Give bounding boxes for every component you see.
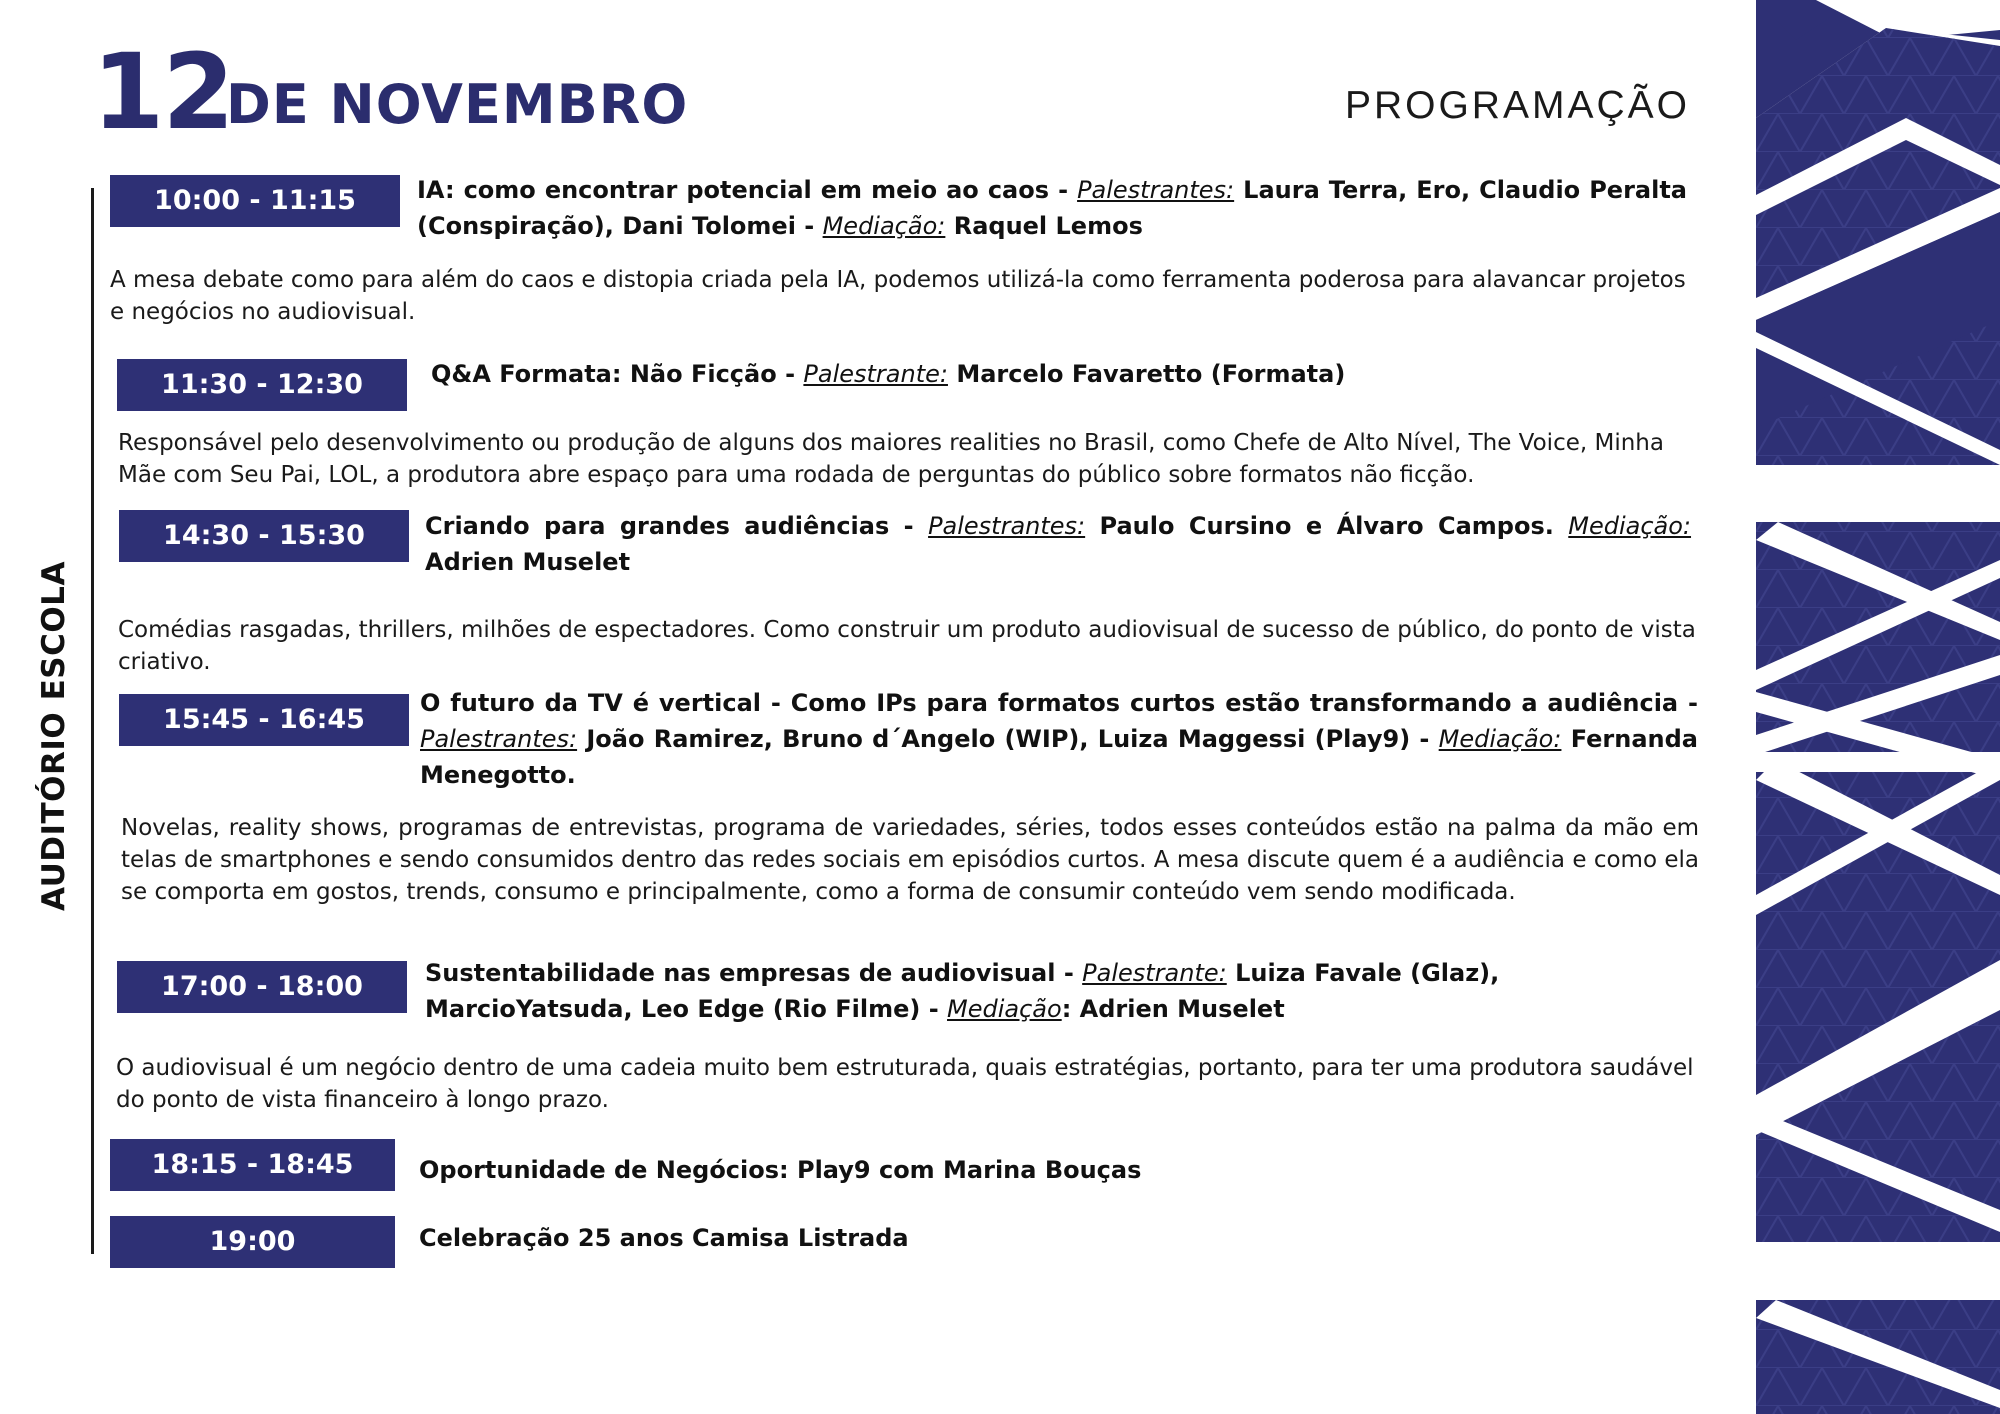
side-divider: [91, 188, 94, 1254]
session-description: Comédias rasgadas, thrillers, milhões de espectadores. Como construir um produto audiovisual de sucesso de público, do ponto de vista criativo.: [118, 617, 1696, 675]
mediation-label: Mediação:: [822, 212, 946, 240]
mediator: : Adrien Muselet: [1061, 995, 1285, 1023]
session-title: [425, 508, 1691, 580]
session-title: [431, 356, 1691, 392]
session-time-badge: 14:30 - 15:30: [119, 510, 409, 562]
section-title: PROGRAMAÇÃO: [1344, 84, 1690, 127]
session-description: Novelas, reality shows, programas de entrevistas, programa de variedades, séries, todos esses conteúdos estão na palma da mão em telas de smartphones e sendo consumidos dentro das redes sociais em episódios curtos. A mesa discute quem é a audiência e como ela se comporta em gostos, trends, consumo e principalmente, como a forma de consumir conteúdo vem sendo modificada.: [121, 815, 1699, 905]
decorative-pattern: [1756, 0, 2000, 1414]
session-description: A mesa debate como para além do caos e distopia criada pela IA, podemos utilizá-la como ferramenta poderosa para alavancar projetos e negócios no audiovisual.: [110, 267, 1686, 325]
speakers: João Ramirez, Bruno d´Angelo (WIP), Luiza Maggessi (Play9) -: [577, 725, 1439, 753]
session-name: O futuro da TV é vertical - Como IPs para formatos curtos estão transformando a audiência: [420, 689, 1679, 717]
mediator: Raquel Lemos: [945, 212, 1143, 240]
separator: -: [1678, 689, 1698, 717]
speakers-label: Palestrantes:: [1077, 176, 1235, 204]
mediation-label: Mediação: [947, 995, 1062, 1023]
speakers: Paulo Cursino e Álvaro Campos.: [1085, 512, 1569, 540]
session-name: Q&A Formata: Não Ficção: [431, 360, 777, 388]
mediator: Adrien Muselet: [425, 548, 631, 576]
session-name: Oportunidade de Negócios: Play9 com Marina Bouças: [419, 1156, 1142, 1184]
separator: -: [1049, 176, 1078, 204]
session-time-badge: 17:00 - 18:00: [117, 961, 407, 1013]
separator: -: [1055, 959, 1083, 987]
separator: -: [889, 512, 929, 540]
session-title: [420, 685, 1698, 793]
month-heading: DE NOVEMBRO: [226, 73, 689, 136]
mediation-label: Mediação:: [1568, 512, 1692, 540]
day-number: 12: [92, 31, 233, 153]
speakers-label: Palestrantes:: [420, 725, 578, 753]
mediator: Fernanda Menegotto.: [420, 725, 1698, 789]
session-name: IA: como encontrar potencial em meio ao caos: [417, 176, 1050, 204]
session-title: [417, 172, 1687, 244]
session-description: O audiovisual é um negócio dentro de uma cadeia muito bem estruturada, quais estratégias, portanto, para ter uma produtora saudável do ponto de vista financeiro à longo prazo.: [116, 1055, 1694, 1113]
speakers: Marcelo Favaretto (Formata): [947, 360, 1346, 388]
session-time-badge: 15:45 - 16:45: [119, 694, 409, 746]
session-title: [419, 1152, 1679, 1188]
session-time-badge: 11:30 - 12:30: [117, 359, 407, 411]
speakers-label: Palestrante:: [1082, 959, 1227, 987]
session-time-badge: 19:00: [110, 1216, 395, 1268]
speakers: Luiza Favale (Glaz), MarcioYatsuda, Leo Edge (Rio Filme): [425, 959, 1500, 1023]
session-name: Criando para grandes audiências: [425, 512, 890, 540]
session-name: Celebração 25 anos Camisa Listrada: [419, 1224, 909, 1252]
session-title: [419, 1220, 1679, 1256]
session-time-badge: 10:00 - 11:15: [110, 175, 400, 227]
session-title: [425, 955, 1605, 1027]
mediation-label: Mediação:: [1438, 725, 1562, 753]
session-description: Responsável pelo desenvolvimento ou produção de alguns dos maiores realities no Brasil, como Chefe de Alto Nível, The Voice, Minha Mãe com Seu Pai, LOL, a produtora abre espaço para uma rodada de perguntas do público sobre formatos não ficção.: [118, 430, 1664, 488]
session-time-badge: 18:15 - 18:45: [110, 1139, 395, 1191]
speakers-label: Palestrante:: [803, 360, 948, 388]
venue-label: AUDITÓRIO ESCOLA: [36, 561, 72, 911]
separator: -: [776, 360, 804, 388]
speakers: Laura Terra, Ero, Claudio Peralta (Conspiração), Dani Tolomei: [417, 176, 1687, 240]
session-name: Sustentabilidade nas empresas de audiovisual: [425, 959, 1056, 987]
speakers-label: Palestrantes:: [928, 512, 1086, 540]
separator: -: [920, 995, 948, 1023]
separator: -: [795, 212, 823, 240]
